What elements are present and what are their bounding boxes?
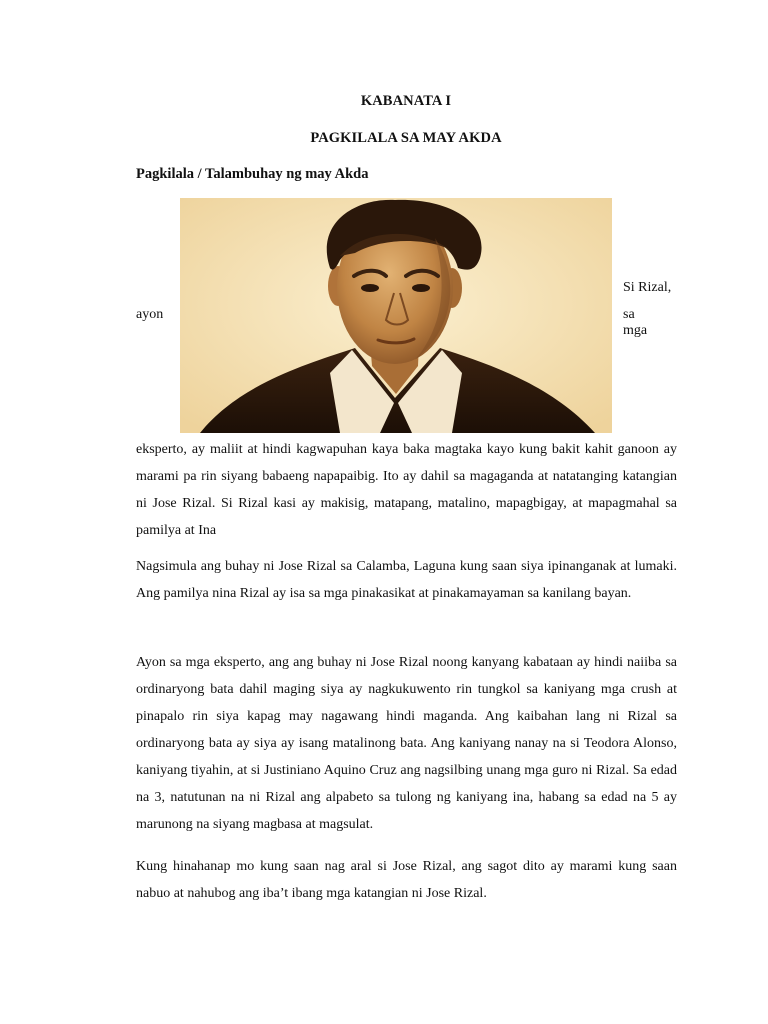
chapter-number: KABANATA I: [360, 93, 452, 109]
paragraph: Nagsimula ang buhay ni Jose Rizal sa Calamba, Laguna kung saan siya ipinanganak at lumaki. Ang pamilya nina Rizal ay isa sa mga pinakasikat at pinakamayaman sa kanilang bayan.: [136, 559, 677, 601]
paragraph: Kung hinahanap mo kung saan nag aral si Jose Rizal, ang sagot dito ay marami kung saan nabuo at nahubog ang iba’t ibang mga katangian ni Jose Rizal.: [136, 859, 677, 901]
author-portrait-image: [180, 198, 612, 433]
wrapped-text-right-2: [623, 307, 677, 339]
paragraph: eksperto, ay maliit at hindi kagwapuhan kaya baka magtaka kayo kung bakit kahit ganoon ay marami pa rin siyang babaeng napapaibig. Ito ay dahil sa magaganda at natatanging katangian ni Jose Rizal. Si Rizal kasi ay makisig, matapang, matalino, mapagbigay, at mapagmahal sa pamilya at Ina: [136, 442, 677, 538]
wrapped-text-right: Si Rizal,: [623, 280, 672, 295]
section-heading: Pagkilala / Talambuhay ng may Akda: [136, 166, 369, 182]
chapter-title: PAGKILALA SA MAY AKDA: [310, 130, 502, 146]
wrapped-word: sa mga: [623, 307, 648, 338]
wrapped-text-left: ayon: [136, 307, 164, 322]
paragraph: Ayon sa mga eksperto, ang ang buhay ni Jose Rizal noong kanyang kabataan ay hindi naiiba sa ordinaryong bata dahil maging siya ay nagkukuwento rin tungkol sa kaniyang mga crush at pinapalo rin siya kapag may nagawang hindi maganda. Ang kaibahan lang ni Rizal sa ordinaryong bata ay siya ay isang matalinong bata. Ang kaniyang nanay na si Teodora Alonso, kaniyang tiyahin, at si Justiniano Aquino Cruz ang nagsilbing unang mga guro ni Rizal. Sa edad na 3, natutunan na ni Rizal ang alpabeto sa tulong ng kaniyang ina, habang sa edad na 5 ay marunong na siyang magbasa at magsulat.: [136, 655, 677, 832]
